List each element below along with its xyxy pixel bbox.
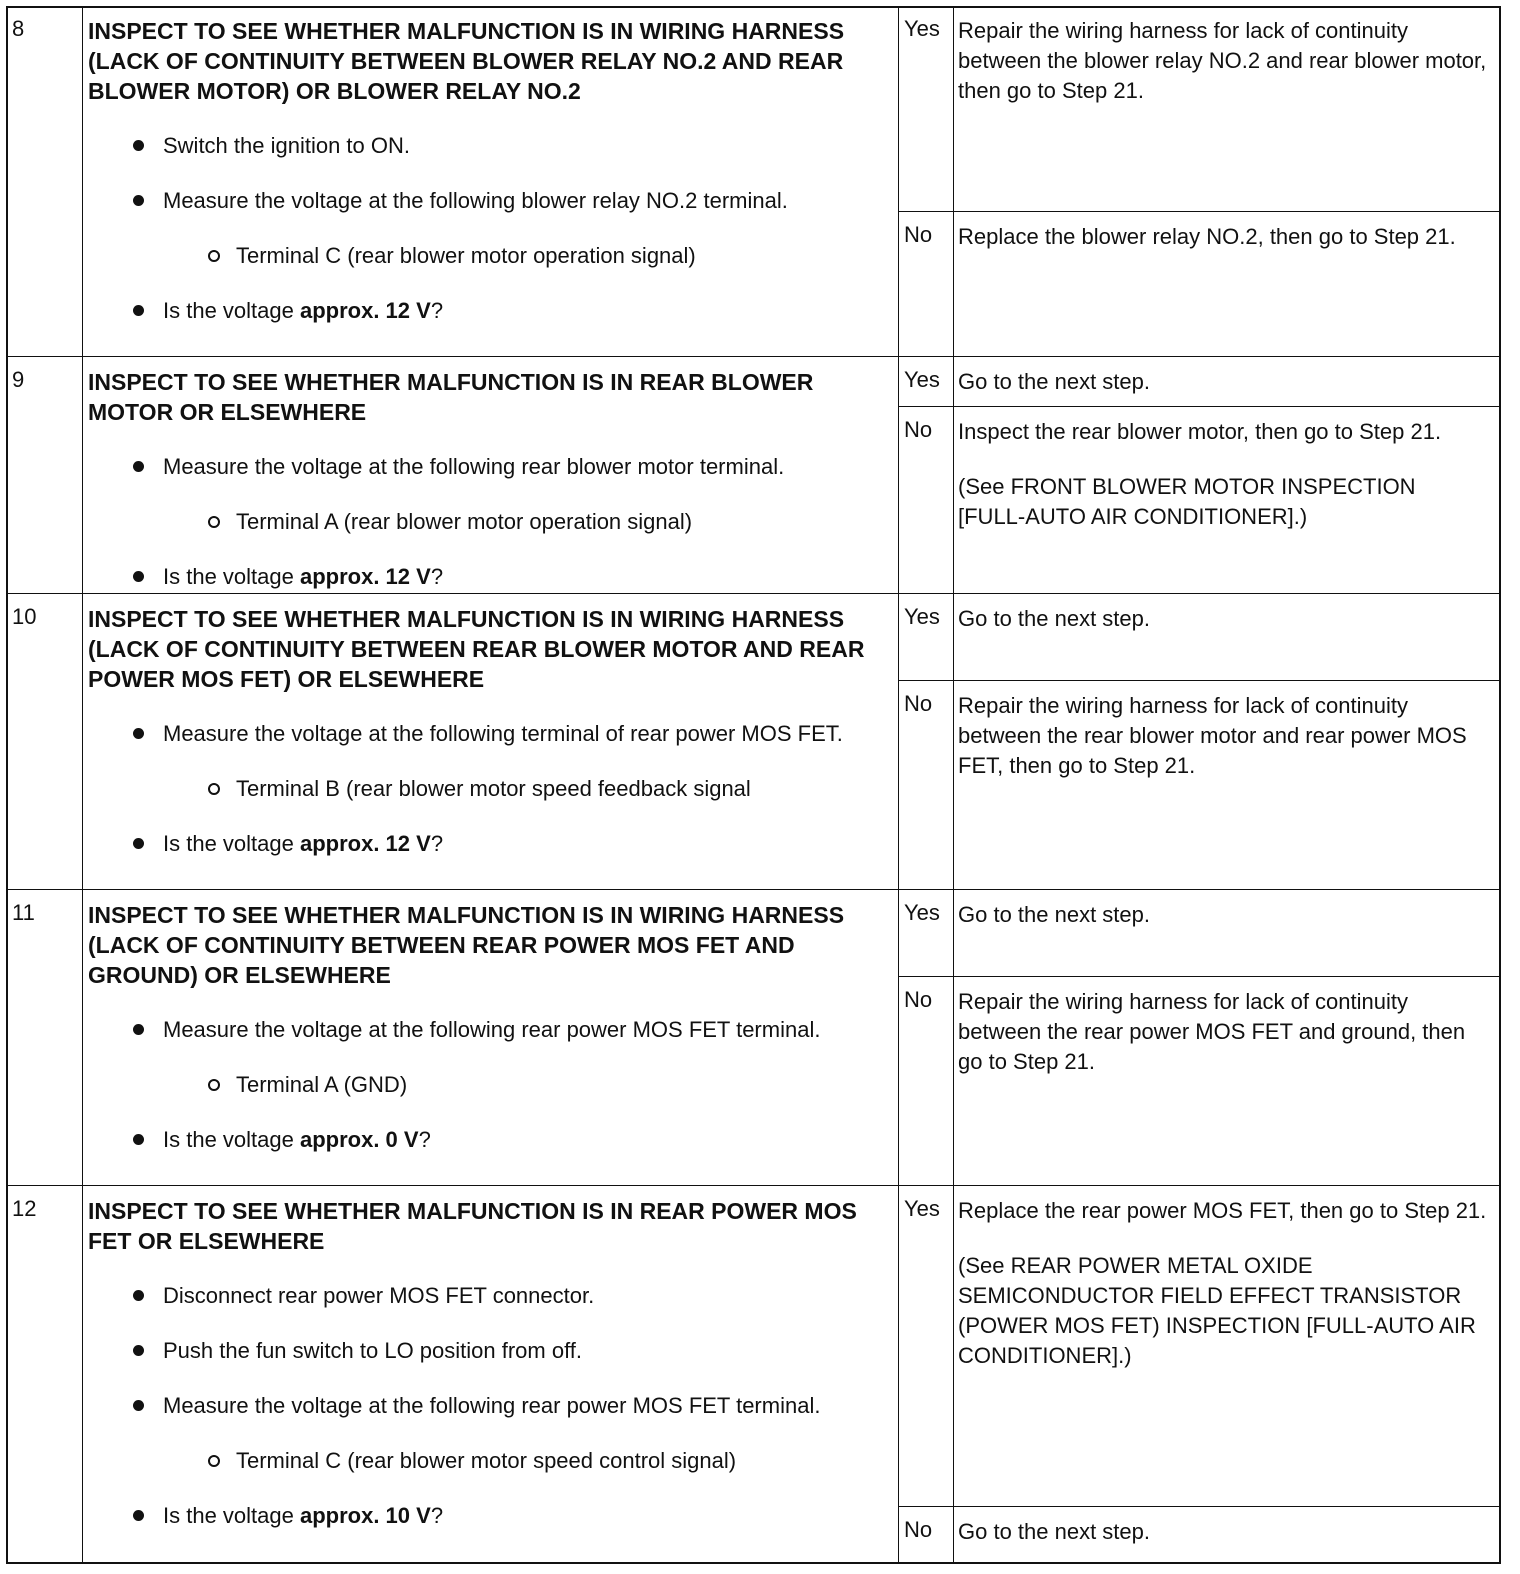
- question-text: Is the voltage: [163, 564, 300, 589]
- step-heading: INSPECT TO SEE WHETHER MALFUNCTION IS IN REAR BLOWER MOTOR OR ELSEWHERE: [88, 369, 814, 425]
- question-mark: ?: [430, 831, 444, 856]
- yes-label: Yes: [904, 16, 940, 41]
- step-row-11: [6, 890, 1501, 1186]
- question-text: Is the voltage: [163, 1127, 300, 1152]
- action-text: Go to the next step.: [958, 606, 1151, 631]
- yes-cell: [898, 890, 1501, 976]
- no-label: No: [904, 222, 933, 247]
- instruction-bullet: Disconnect rear power MOS FET connector.: [88, 1281, 888, 1311]
- terminal-item: Terminal A (rear blower motor operation signal): [88, 507, 888, 537]
- action-text: Repair the wiring harness for lack of continuity between the rear power MOS FET and ground, then go to Step 21.: [958, 989, 1466, 1074]
- yes-action: [958, 367, 1488, 397]
- step-instructions: [88, 367, 888, 592]
- step-heading: INSPECT TO SEE WHETHER MALFUNCTION IS IN WIRING HARNESS (LACK OF CONTINUITY BETWEEN REAR BLOWER MOTOR AND REAR POWER MOS FET) OR ELSEWHERE: [88, 606, 865, 692]
- question-mark: ?: [430, 564, 444, 589]
- no-label: No: [904, 417, 933, 442]
- yes-action: [958, 604, 1488, 634]
- column-divider: [82, 1186, 83, 1564]
- yes-action: [958, 1196, 1488, 1371]
- question-value: approx. 0 V: [299, 1127, 419, 1152]
- reference-note: (See REAR POWER METAL OXIDE SEMICONDUCTOR FIELD EFFECT TRANSISTOR (POWER MOS FET) INSPECTION [FULL-AUTO AIR CONDITIONER].): [958, 1253, 1476, 1368]
- question-text: Is the voltage: [163, 298, 300, 323]
- step-row-9: [6, 357, 1501, 594]
- no-cell: [898, 680, 1501, 889]
- terminal-item: Terminal B (rear blower motor speed feedback signal: [88, 774, 888, 804]
- question-mark: ?: [430, 1503, 444, 1528]
- yes-cell: [898, 357, 1501, 406]
- yes-label: Yes: [904, 900, 940, 925]
- yes-cell: [898, 594, 1501, 680]
- yes-action: [958, 900, 1488, 930]
- no-action: [958, 1517, 1488, 1547]
- step-number: 8: [12, 16, 25, 41]
- no-cell: [898, 406, 1501, 593]
- no-cell: [898, 1506, 1501, 1562]
- step-heading: INSPECT TO SEE WHETHER MALFUNCTION IS IN WIRING HARNESS (LACK OF CONTINUITY BETWEEN BLOWER RELAY NO.2 AND REAR BLOWER MOTOR) OR BLOWER RELAY NO.2: [88, 18, 845, 104]
- instruction-bullet: Measure the voltage at the following rear power MOS FET terminal.: [88, 1391, 888, 1421]
- step-row-8: [6, 6, 1501, 357]
- action-text: Repair the wiring harness for lack of continuity between the rear blower motor and rear power MOS FET, then go to Step 21.: [958, 693, 1467, 778]
- no-cell: [898, 211, 1501, 356]
- voltage-question: [88, 829, 888, 859]
- no-action: [958, 222, 1488, 252]
- no-cell: [898, 976, 1501, 1185]
- action-text: Replace the blower relay NO.2, then go to Step 21.: [958, 224, 1456, 249]
- step-instructions: [88, 1196, 888, 1531]
- question-mark: ?: [418, 1127, 431, 1152]
- question-value: approx. 10 V: [299, 1503, 431, 1528]
- question-text: Is the voltage: [163, 1503, 300, 1528]
- column-divider: [82, 6, 83, 356]
- terminal-item: Terminal A (GND): [88, 1070, 888, 1100]
- voltage-question: [88, 562, 888, 592]
- step-instructions: [88, 16, 888, 326]
- column-divider: [82, 890, 83, 1185]
- no-action: [958, 691, 1488, 781]
- no-label: No: [904, 691, 933, 716]
- no-action: [958, 417, 1488, 532]
- instruction-bullet: Measure the voltage at the following terminal of rear power MOS FET.: [88, 719, 888, 749]
- column-divider: [82, 357, 83, 593]
- action-text: Repair the wiring harness for lack of continuity between the blower relay NO.2 and rear blower motor, then go to Step 21.: [958, 18, 1487, 103]
- question-mark: ?: [430, 298, 444, 323]
- voltage-question: [88, 1501, 888, 1531]
- question-value: approx. 12 V: [299, 831, 431, 856]
- yes-cell: [898, 6, 1501, 211]
- instruction-bullet: Measure the voltage at the following rear power MOS FET terminal.: [88, 1015, 888, 1045]
- column-divider: [82, 594, 83, 889]
- yes-label: Yes: [904, 1196, 940, 1221]
- action-text: Go to the next step.: [958, 902, 1151, 927]
- step-instructions: [88, 900, 888, 1155]
- instruction-bullet: Switch the ignition to ON.: [88, 131, 888, 161]
- reference-note: (See FRONT BLOWER MOTOR INSPECTION [FULL-AUTO AIR CONDITIONER].): [958, 474, 1416, 529]
- no-action: [958, 987, 1488, 1077]
- step-number: 10: [12, 604, 37, 629]
- step-instructions: [88, 604, 888, 859]
- step-heading: INSPECT TO SEE WHETHER MALFUNCTION IS IN REAR POWER MOS FET OR ELSEWHERE: [88, 1198, 857, 1254]
- step-row-10: [6, 594, 1501, 890]
- yes-cell: [898, 1186, 1501, 1506]
- step-number: 12: [12, 1196, 37, 1221]
- action-text: Go to the next step.: [958, 369, 1151, 394]
- instruction-bullet: Measure the voltage at the following rear blower motor terminal.: [88, 452, 888, 482]
- yes-label: Yes: [904, 604, 940, 629]
- action-text: Replace the rear power MOS FET, then go to Step 21.: [958, 1198, 1487, 1223]
- yes-action: [958, 16, 1488, 106]
- yes-label: Yes: [904, 367, 940, 392]
- voltage-question: [88, 1125, 888, 1155]
- no-label: No: [904, 987, 933, 1012]
- terminal-item: Terminal C (rear blower motor speed control signal): [88, 1446, 888, 1476]
- step-row-12: [6, 1186, 1501, 1564]
- no-label: No: [904, 1517, 933, 1542]
- question-value: approx. 12 V: [299, 564, 431, 589]
- question-text: Is the voltage: [163, 831, 300, 856]
- step-heading: INSPECT TO SEE WHETHER MALFUNCTION IS IN WIRING HARNESS (LACK OF CONTINUITY BETWEEN REAR POWER MOS FET AND GROUND) OR ELSEWHERE: [88, 902, 845, 988]
- question-value: approx. 12 V: [299, 298, 431, 323]
- action-text: Inspect the rear blower motor, then go to Step 21.: [958, 419, 1442, 444]
- step-number: 9: [12, 367, 25, 392]
- voltage-question: [88, 296, 888, 326]
- instruction-bullet: Measure the voltage at the following blower relay NO.2 terminal.: [88, 186, 888, 216]
- step-number: 11: [12, 900, 35, 925]
- action-text: Go to the next step.: [958, 1519, 1151, 1544]
- instruction-bullet: Push the fun switch to LO position from off.: [88, 1336, 888, 1366]
- terminal-item: Terminal C (rear blower motor operation signal): [88, 241, 888, 271]
